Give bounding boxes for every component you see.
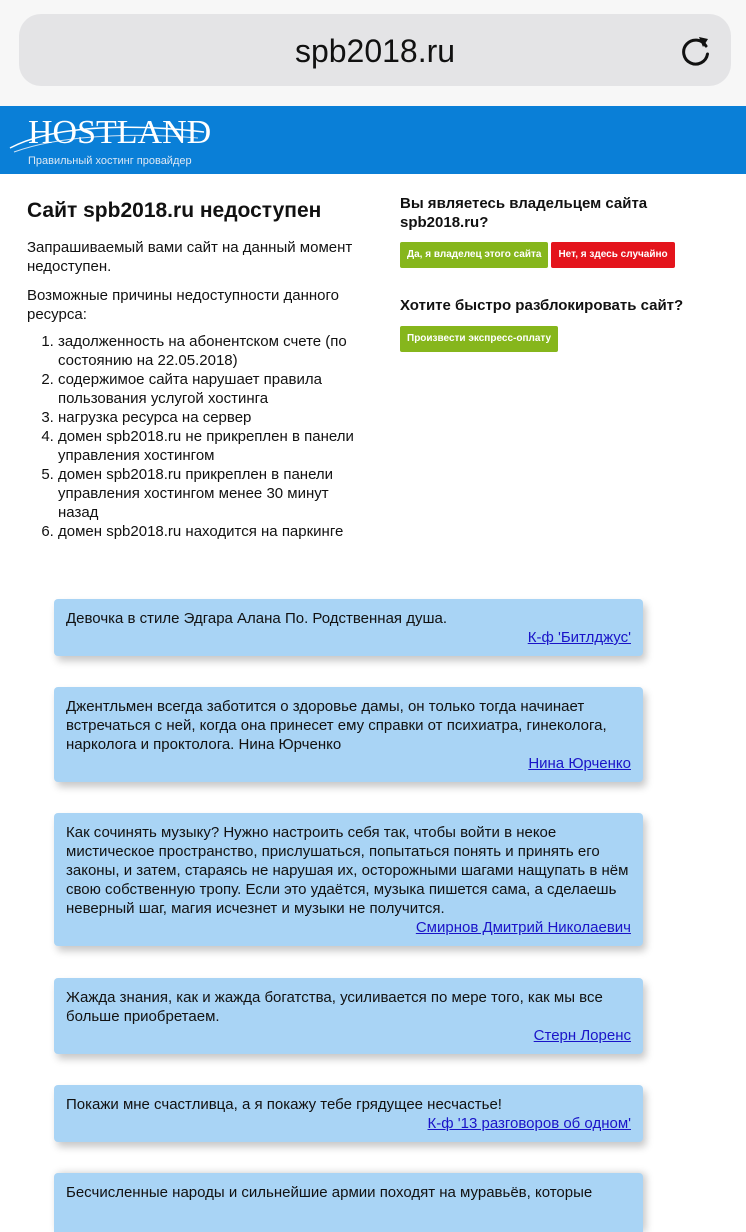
site-header [0, 106, 746, 174]
address-bar[interactable] [19, 14, 731, 86]
reload-icon[interactable] [679, 33, 713, 67]
logo-wordmark: HOSTLAND [28, 114, 212, 151]
quote-card [54, 687, 643, 782]
url-text[interactable]: spb2018.ru [294, 33, 456, 69]
quote-text: Покажи мне счастливца, а я покажу тебе грядущее несчастье! [66, 1096, 502, 1113]
express-pay-button[interactable]: Произвести экспресс-оплату [400, 326, 558, 352]
quote-card [54, 813, 643, 946]
reason-item: 1. задолженность на абонентском счете (по состоянию на 22.05.2018) [58, 332, 367, 370]
quote-text: Девочка в стиле Эдгара Алана По. Родственная душа. [66, 610, 448, 627]
browser-toolbar [0, 0, 746, 106]
reason-item: 5. домен spb2018.ru прикреплен в панели управления хостингом менее 30 минут назад [58, 465, 367, 522]
reasons-heading: Возможные причины недоступности данного ресурса: [27, 287, 340, 323]
reason-item: 4. домен spb2018.ru не прикреплен в панели управления хостингом [58, 427, 367, 465]
quote-text: Джентльмен всегда заботится о здоровье дамы, он только тогда начинает встречаться с ней, когда она принесет ему справки от психиатра, гинеколога, нарколога и проктолога. Нина Юрченко [66, 698, 607, 753]
logo-tagline: Правильный хостинг провайдер [28, 155, 192, 167]
main-content [27, 198, 367, 541]
owner-yes-button[interactable]: Да, я владелец этого сайта [400, 242, 548, 268]
page-title: Сайт spb2018.ru недоступен [27, 199, 322, 222]
quote-author-link[interactable]: К-ф '13 разговоров об одном' [427, 1115, 631, 1132]
quote-author-link[interactable]: К-ф 'Битлджус' [527, 629, 631, 646]
owner-panel [400, 194, 720, 352]
quote-card [54, 1085, 643, 1142]
quote-text: Как сочинять музыку? Нужно настроить себя так, чтобы войти в некое мистическое пространство, прислушаться, попытаться понять и принять его законы, и затем, стараясь не нарушая их, осторожными шагами нащупать в нём свою собственную тропу. Если это удаётся, музыка пишется сама, а сделаешь неверный шаг, магия исчезнет и музыки не получится. [66, 824, 629, 917]
owner-no-button[interactable]: Нет, я здесь случайно [551, 242, 674, 268]
quote-author-link[interactable]: Нина Юрченко [528, 755, 631, 772]
reasons-list [27, 332, 367, 541]
quote-card [54, 1173, 643, 1232]
unlock-question: Хотите быстро разблокировать сайт? [400, 297, 684, 314]
intro-text: Запрашиваемый вами сайт на данный момент недоступен. [27, 239, 353, 275]
owner-question: Вы являетесь владельцем сайта spb2018.ru? [400, 195, 648, 231]
quote-text: Жажда знания, как и жажда богатства, усиливается по мере того, как мы все больше приобретаем. [66, 989, 603, 1025]
quote-author-link[interactable]: Смирнов Дмитрий Николаевич [415, 919, 631, 936]
quote-author-link[interactable]: Стерн Лоренс [533, 1027, 631, 1044]
reason-item: 6. домен spb2018.ru находится на паркинге [58, 522, 367, 541]
reason-item: 3. нагрузка ресурса на сервер [58, 408, 367, 427]
owner-buttons [400, 242, 720, 268]
reason-item: 2. содержимое сайта нарушает правила пользования услугой хостинга [58, 370, 367, 408]
quote-card [54, 599, 643, 656]
quote-card [54, 978, 643, 1054]
hostland-logo[interactable] [8, 114, 212, 171]
quote-text: Бесчисленные народы и сильнейшие армии походят на муравьёв, которые [66, 1184, 593, 1201]
